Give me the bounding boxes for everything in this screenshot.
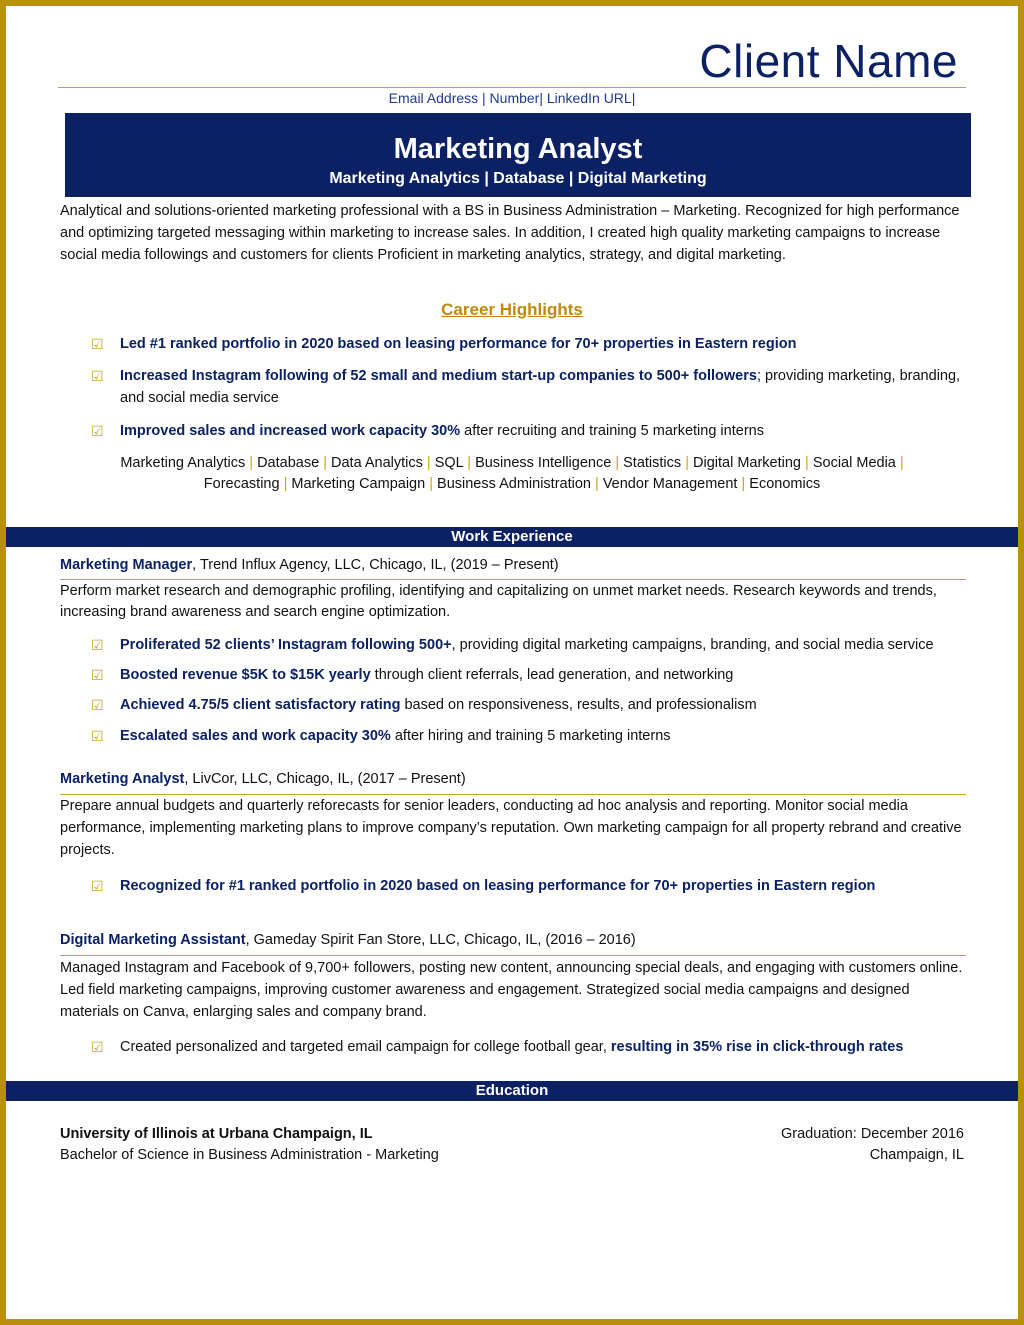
job-bullet: ☑ Escalated sales and work capacity 30% after hiring and training 5 marketing interns xyxy=(91,725,971,747)
header-divider xyxy=(58,87,966,88)
job-bullet: ☑ Boosted revenue $5K to $15K yearly through client referrals, lead generation, and networking xyxy=(91,664,971,686)
job-bullet: ☑ Proliferated 52 clients’ Instagram following 500+, providing digital marketing campaigns, branding, and social media service xyxy=(91,634,971,656)
checkbox-icon: ☑ xyxy=(91,728,104,744)
checkbox-icon: ☑ xyxy=(91,667,104,683)
degree: Bachelor of Science in Business Administration - Marketing xyxy=(60,1147,439,1163)
job-description: Managed Instagram and Facebook of 9,700+ followers, posting new content, announcing special deals, and engaging with customers online. Led field marketing campaigns, improving customer awareness and engagement. Strategized social media campaigns and designed materials on Canva, enlarging sales and company brand. xyxy=(60,960,963,1020)
checkbox-icon: ☑ xyxy=(91,423,104,439)
title-banner xyxy=(65,113,971,197)
education-row-2 xyxy=(60,1145,964,1166)
job-title-line: Digital Marketing Assistant, Gameday Spirit Fan Store, LLC, Chicago, IL, (2016 – 2016) xyxy=(60,932,636,948)
highlight-item: ☑ Increased Instagram following of 52 small and medium start-up companies to 500+ followers; providing marketing, branding, and social media service xyxy=(91,365,971,409)
highlight-item: ☑ Improved sales and increased work capacity 30% after recruiting and training 5 marketing interns xyxy=(91,420,971,442)
checkbox-icon: ☑ xyxy=(91,368,104,384)
checkbox-icon: ☑ xyxy=(91,697,104,713)
banner-subtitle: Marketing Analytics | Database | Digital Marketing xyxy=(329,170,707,187)
job-bullet: ☑ Achieved 4.75/5 client satisfactory rating based on responsiveness, results, and professionalism xyxy=(91,694,971,716)
education-row-1 xyxy=(60,1124,964,1145)
job-title-line: Marketing Analyst, LivCor, LLC, Chicago, IL, (2017 – Present) xyxy=(60,771,466,787)
checkbox-icon: ☑ xyxy=(91,1039,104,1055)
work-experience-heading: Work Experience xyxy=(6,527,1018,547)
checkbox-icon: ☑ xyxy=(91,637,104,653)
contact-line: Email Address | Number| LinkedIn URL| xyxy=(388,90,636,106)
skills-block xyxy=(60,453,964,495)
banner-title: Marketing Analyst xyxy=(393,133,643,165)
checkbox-icon: ☑ xyxy=(91,336,104,352)
job-description: Prepare annual budgets and quarterly reforecasts for senior leaders, conducting ad hoc analysis and reporting. Monitor social media performance, implementing marketing plans to improve company’s reputation. Own marketing campaign for all property rebrand and creative projects. xyxy=(60,798,962,858)
checkbox-icon: ☑ xyxy=(91,878,104,894)
skills-line-1: Marketing Analytics | Database | Data Analytics | SQL | Business Intelligence | Statistics | Digital Marketing | Social Media | xyxy=(120,455,904,471)
job-title-line: Marketing Manager, Trend Influx Agency, LLC, Chicago, IL, (2019 – Present) xyxy=(60,557,559,573)
career-highlights-heading: Career Highlights xyxy=(441,300,583,319)
client-name: Client Name xyxy=(699,35,958,87)
highlight-item: ☑ Led #1 ranked portfolio in 2020 based on leasing performance for 70+ properties in Eastern region xyxy=(91,333,971,355)
job-divider xyxy=(60,955,966,956)
job-description: Perform market research and demographic profiling, identifying and capitalizing on unmet market needs. Research keywords and trends, increasing brand awareness and search engine optimization. xyxy=(60,583,937,620)
skills-line-2: Forecasting | Marketing Campaign | Business Administration | Vendor Management | Economics xyxy=(203,476,821,492)
school-name: University of Illinois at Urbana Champaign, IL xyxy=(60,1126,373,1142)
graduation-date: Graduation: December 2016 xyxy=(781,1126,964,1142)
school-location: Champaign, IL xyxy=(869,1147,964,1163)
job-bullet: ☑ Recognized for #1 ranked portfolio in 2020 based on leasing performance for 70+ properties in Eastern region xyxy=(91,875,971,897)
summary-paragraph: Analytical and solutions-oriented marketing professional with a BS in Business Administration – Marketing. Recognized for high performance and optimizing targeted messaging within marketing to increase sales. In addition, I created high quality marketing campaigns to increase social media followings and customers for clients Proficient in marketing analytics, strategy, and digital marketing. xyxy=(60,203,960,263)
job-divider xyxy=(60,579,966,580)
job-bullet: ☑ Created personalized and targeted email campaign for college football gear, resulting in 35% rise in click-through rates xyxy=(91,1036,971,1058)
education-heading: Education xyxy=(6,1081,1018,1101)
